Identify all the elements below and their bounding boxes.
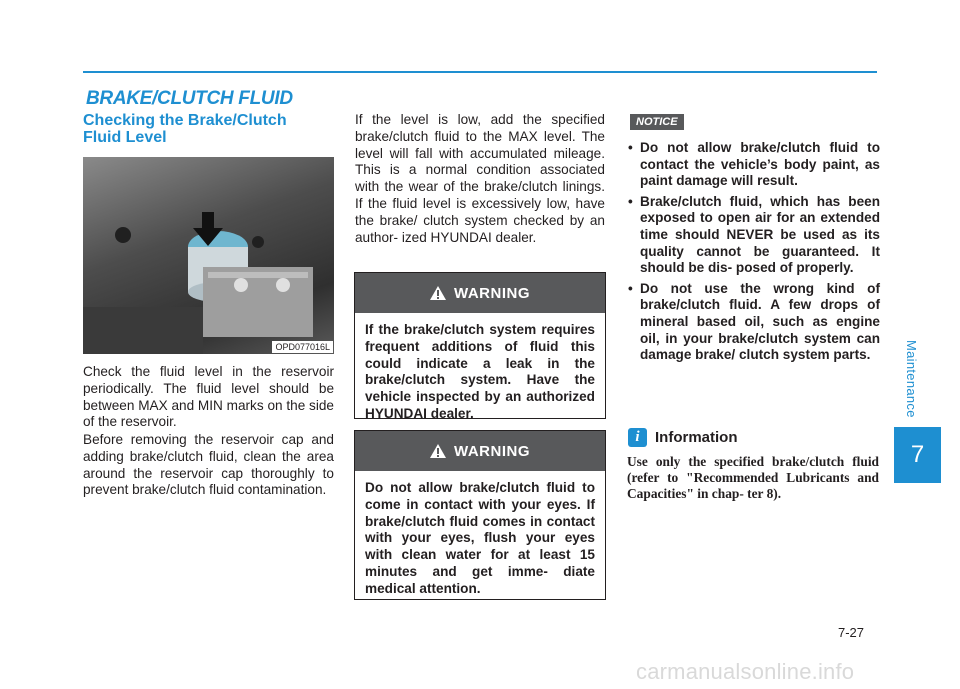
warning-title: WARNING xyxy=(454,442,530,460)
down-arrow-icon xyxy=(193,212,223,247)
notice-badge: NOTICE xyxy=(630,114,684,130)
notice-list xyxy=(625,140,880,368)
reservoir-photo xyxy=(83,157,334,354)
notice-item: • Brake/clutch fluid, which has been exposed to open air for an extended time should NEVER be used as its quality cannot be guaranteed. It should be dis- posed of properly. xyxy=(625,194,880,277)
engine-bay-illustration xyxy=(83,157,334,354)
warning-box-eyes xyxy=(354,430,606,600)
notice-item: • Do not use the wrong kind of brake/clutch fluid. A few drops of mineral based oil, such as engine oil, in your brake/clutch system can damage brake/ clutch system parts. xyxy=(625,281,880,364)
section-title: BRAKE/CLUTCH FLUID xyxy=(86,88,293,109)
top-rule xyxy=(83,71,877,73)
notice-item: • Do not allow brake/clutch fluid to contact the vehicle’s body paint, as paint damage will result. xyxy=(625,140,880,190)
warning-text: If the brake/clutch system requires frequent additions of fluid this could indicate a leak in the brake/clutch system. Have the vehicle inspected by an authorized HYUNDAI dealer. xyxy=(365,322,595,421)
subheading: Checking the Brake/Clutch Fluid Level xyxy=(83,112,287,146)
warning-triangle-icon xyxy=(430,444,446,458)
watermark: carmanualsonline.info xyxy=(636,659,855,684)
chapter-number-tab: 7 xyxy=(894,427,941,483)
warning-box-leak xyxy=(354,272,606,419)
paragraph-check-level: Check the fluid level in the reservoir periodically. The fluid level should be between MAX and MIN marks on the side of the reservoir. xyxy=(83,364,334,430)
info-title: Information xyxy=(655,429,738,446)
info-text: Use only the specified brake/clutch fluid (refer to "Recommended Lubricants and Capacities" in chap- ter 8). xyxy=(627,454,879,501)
warning-text: Do not allow brake/clutch fluid to come in contact with your eyes. If brake/clutch fluid comes in contact with your eyes, flush your eyes with clean water for at least 15 minutes and get imme- diate medical attention. xyxy=(365,480,595,596)
photo-caption: OPD077016L xyxy=(272,341,333,353)
chapter-label: Maintenance xyxy=(904,340,919,418)
warning-header xyxy=(355,431,605,471)
info-icon: i xyxy=(628,428,647,447)
paragraph-low-level: If the level is low, add the specified brake/clutch fluid to the MAX level. The level will fall with accumulated mileage. This is a normal condition associated with the wear of the brake/clutch linings. If the fluid level is excessively low, have the brake/ clutch system checked by an author- ized HYUNDAI dealer. xyxy=(355,112,605,245)
warning-title: WARNING xyxy=(454,284,530,302)
page-number: 7-27 xyxy=(838,625,865,640)
warning-header xyxy=(355,273,605,313)
paragraph-before-removing: Before removing the reservoir cap and adding brake/clutch fluid, clean the area around the reservoir cap thoroughly to prevent brake/clutch fluid contamination. xyxy=(83,432,334,498)
warning-triangle-icon xyxy=(430,286,446,300)
